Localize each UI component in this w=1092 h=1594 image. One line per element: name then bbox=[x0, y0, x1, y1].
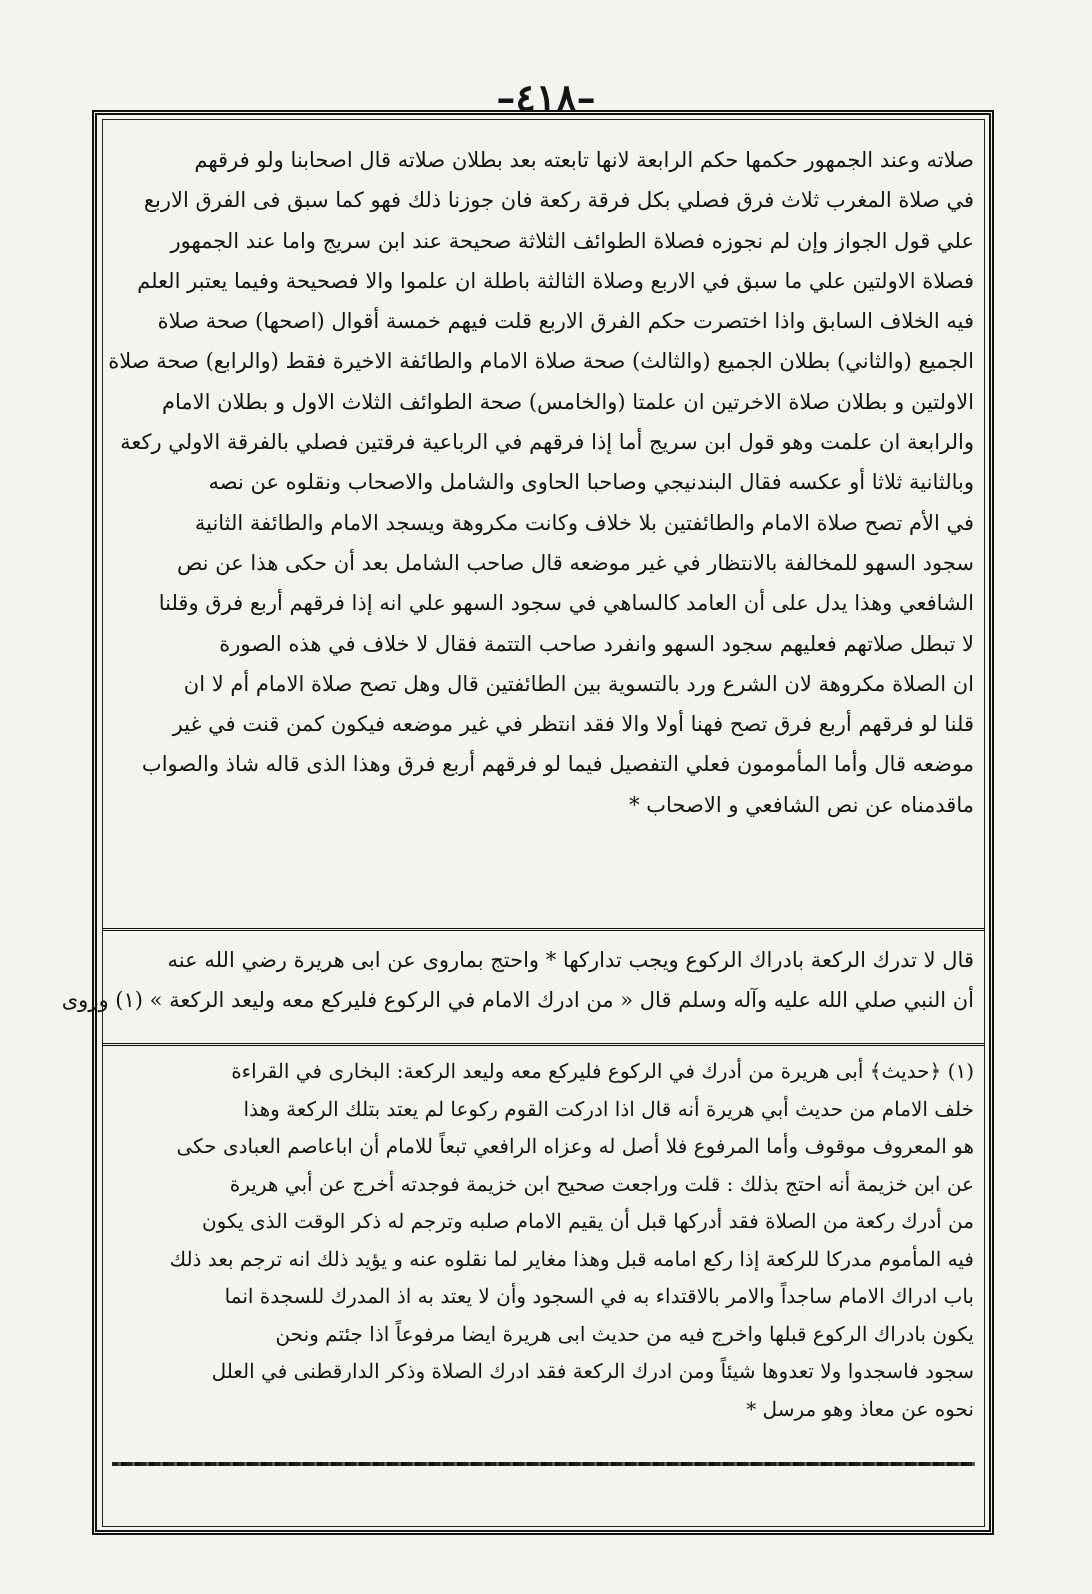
quoted-text-line: أن النبي صلي الله عليه وآله وسلم قال « من ادرك الامام في الركوع فليركع معه وليعد الركعة » (١) وروى bbox=[61, 988, 974, 1012]
page-number: –٤١٨– bbox=[496, 75, 596, 120]
section-divider bbox=[102, 928, 985, 931]
footnote-line: سجود فاسجدوا ولا تعدوها شيئاً ومن ادرك الركعة فقد ادرك الصلاة وذكر الدارقطنى في العلل bbox=[211, 1359, 974, 1383]
footnote-line: يكون بادراك الركوع قبلها واخرج فيه من حديث ابى هريرة ايضا مرفوعاً اذا جئتم ونحن bbox=[275, 1321, 974, 1346]
main-text-block bbox=[108, 140, 974, 825]
footnote-line: نحوه عن معاذ وهو مرسل * bbox=[746, 1396, 974, 1421]
footnote-divider bbox=[102, 1043, 985, 1046]
main-text-line: فصلاة الاولتين علي ما سبق في الاربع وصلاة الثالثة باطلة ان علموا والا فصحيحة وفيما يعتبر العلم bbox=[137, 268, 974, 293]
quoted-text-line: قال لا تدرك الركعة بادراك الركوع ويجب تداركها * واحتج بماروى عن ابى هريرة رضي الله عنه bbox=[167, 948, 974, 972]
main-text-line: والرابعة ان علمت وهو قول ابن سريج أما إذا فرقهم في الرباعية فرقتين فصلي بالفرقة الاولي ركعة bbox=[120, 430, 974, 455]
footnote-line: عن ابن خزيمة أنه احتج بذلك : قلت وراجعت صحيح ابن خزيمة فوجدته أخرج عن أبي هريرة bbox=[229, 1171, 974, 1196]
main-text-line: علي قول الجواز وإن لم نجوزه فصلاة الطوائف الثلاثة صحيحة عند ابن سريج واما عند الجمهور bbox=[170, 228, 974, 253]
footnote-block bbox=[114, 1053, 974, 1428]
main-text-line: في صلاة المغرب ثلاث فرق فصلي بكل فرقة ركعة فان جوزنا ذلك فهو كما سبق فى الفرق الاربع bbox=[143, 188, 974, 213]
main-text-line: قلنا لو فرقهم أربع فرق تصح فهنا أولا والا فقد انتظر في غير موضعه فيكون كمن قنت في غير bbox=[172, 712, 974, 737]
main-text-line: سجود السهو للمخالفة بالانتظار في غير موضعه قال صاحب الشامل بعد أن حكى هذا عن نص bbox=[176, 550, 974, 575]
footnote-line: فيه المأموم مدركا للركعة إذا ركع امامه قبل وهذا مغاير لما نقلوه عنه و يؤيد ذلك انه ترجم بعد ذلك bbox=[169, 1246, 974, 1271]
footnote-line: من أدرك ركعة من الصلاة فقد أدركها قبل أن يقيم الامام صلبه وترجم له ذكر الوقت الذى يكون bbox=[201, 1209, 974, 1233]
main-text-line: صلاته وعند الجمهور حكمها حكم الرابعة لانها تابعته بعد بطلان صلاته قال اصحابنا ولو فرقهم bbox=[194, 148, 974, 172]
footnote-line: (١) ﴿حديث﴾ أبى هريرة من أدرك في الركوع فليركع معه وليعد الركعة: البخارى في القراءة bbox=[231, 1059, 974, 1083]
footnote-line: هو المعروف موقوف وأما المرفوع فلا أصل له وعزاه الرافعي تبعاً للامام أن اباعاصم العبادى حكى bbox=[176, 1134, 974, 1158]
main-text-line: ان الصلاة مكروهة لان الشرع ورد بالتسوية بين الطائفتين قال وهل تصح صلاة الامام أم لا ان bbox=[183, 671, 974, 696]
footnote-line: باب ادراك الامام ساجداً والامر بالاقتداء به في السجود وأن لا يعتد به اذ المدرك للسجدة انما bbox=[224, 1284, 974, 1308]
main-text-line: موضعه قال وأما المأمومون فعلي التفصيل فيما لو فرقهم أربع فرق وهذا الذى قاله شاذ والصواب bbox=[141, 752, 974, 777]
quoted-text-block bbox=[61, 940, 974, 1020]
main-text-line: الجميع (والثاني) بطلان الجميع (والثالث) صحة صلاة الامام والطائفة الاخيرة فقط (والرابع) صحة صلاة bbox=[108, 349, 974, 374]
main-text-line: فيه الخلاف السابق واذا اختصرت حكم الفرق الاربع قلت فيهم خمسة أقوال (اصحها) صحة صلاة bbox=[157, 309, 974, 334]
main-text-line: لا تبطل صلاتهم فعليهم سجود السهو وانفرد صاحب التتمة فقال لا خلاف في هذه الصورة bbox=[219, 631, 974, 656]
main-text-line: الشافعي وهذا يدل على أن العامد كالساهي في سجود السهو علي انه إذا فرقهم أربع فرق وقلنا bbox=[158, 591, 974, 616]
main-text-line: الاولتين و بطلان صلاة الاخرتين ان علمتا (والخامس) صحة الطوائف الثلاث الاول و بطلان الامام bbox=[162, 389, 974, 414]
main-text-line: في الأم تصح صلاة الامام والطائفتين بلا خلاف وكانت مكروهة ويسجد الامام والطائفة الثانية bbox=[194, 510, 974, 535]
footnote-line: خلف الامام من حديث أبي هريرة أنه قال اذا ادركت القوم ركوعا لم يعتد بتلك الركعة وهذا bbox=[243, 1096, 974, 1121]
main-text-line: ماقدمناه عن نص الشافعي و الاصحاب * bbox=[629, 792, 974, 817]
main-text-line: وبالثانية ثلاثا أو عكسه فقال البندنيجي وصاحبا الحاوى والشامل والاصحاب ونقلوه عن نصه bbox=[208, 470, 974, 495]
bottom-ornamental-rule bbox=[112, 1462, 975, 1466]
